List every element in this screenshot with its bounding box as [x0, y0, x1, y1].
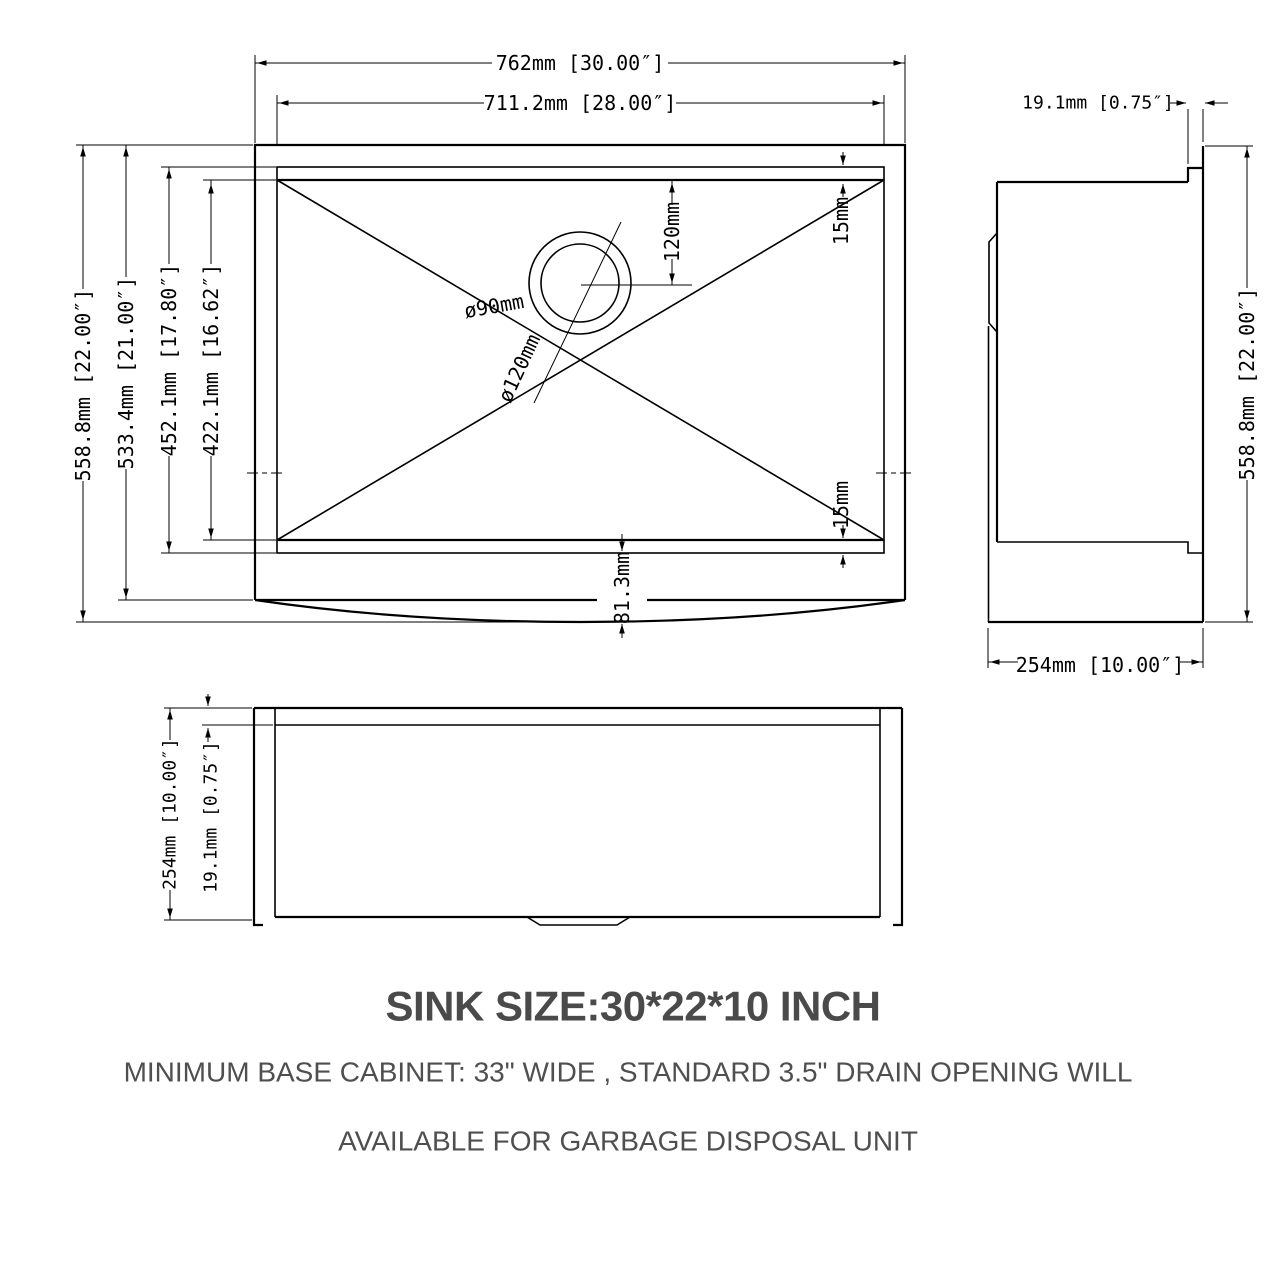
- front-right-edge: [893, 708, 902, 925]
- dim-label-side-rim-lip: 19.1mm [0.75″]: [1022, 92, 1174, 114]
- dim-label-radius-top: 15mm: [829, 196, 853, 246]
- dim-label-radius-bottom: 15mm: [829, 480, 853, 530]
- front-view: [160, 694, 903, 925]
- dim-label-width-outer: 762mm [30.00″]: [495, 51, 665, 75]
- dim-label-bowl-inner: 422.1mm [16.62″]: [199, 263, 223, 457]
- notes: [124, 983, 1133, 1157]
- dim-label-drain-outer-dia: ø120mm: [492, 330, 546, 406]
- dim-label-apron-depth: 81.3mm: [610, 551, 634, 625]
- plan-apron-curve: [255, 600, 905, 622]
- dim-label-front-height: 254mm [10.00″]: [159, 738, 181, 890]
- front-left-edge: [254, 708, 263, 925]
- note-line-2: AVAILABLE FOR GARBAGE DISPOSAL UNIT: [338, 1125, 918, 1157]
- front-drain-boss: [527, 917, 630, 925]
- dim-label-drain-offset: 120mm: [660, 201, 684, 263]
- dim-label-depth-outer: 558.8mm [22.00″]: [71, 288, 95, 482]
- plan-view: [71, 51, 913, 638]
- dim-label-depth-body: 533.4mm [21.00″]: [114, 276, 138, 470]
- side-view: [988, 93, 1259, 678]
- sink-size-title: SINK SIZE:30*22*10 INCH: [385, 982, 881, 1030]
- dim-label-drain-inner-dia: ø90mm: [462, 288, 526, 324]
- dim-label-front-rim: 19.1mm [0.75″]: [200, 741, 222, 893]
- drain-mask: [527, 230, 633, 336]
- side-back-rim-step: [1188, 168, 1203, 182]
- dim-label-bowl-outer: 452.1mm [17.80″]: [157, 263, 181, 457]
- side-front-rim-step: [997, 542, 1203, 553]
- dim-label-side-depth: 558.8mm [22.00″]: [1235, 287, 1259, 481]
- dim-label-side-height: 254mm [10.00″]: [1015, 653, 1185, 677]
- side-bottom-bump: [989, 233, 997, 332]
- plan-outer-rect: [255, 145, 905, 600]
- note-line-1: MINIMUM BASE CABINET: 33" WIDE , STANDARD 3.5" DRAIN OPENING WILL: [123, 1056, 1133, 1088]
- dim-label-width-inner: 711.2mm [28.00″]: [483, 91, 677, 115]
